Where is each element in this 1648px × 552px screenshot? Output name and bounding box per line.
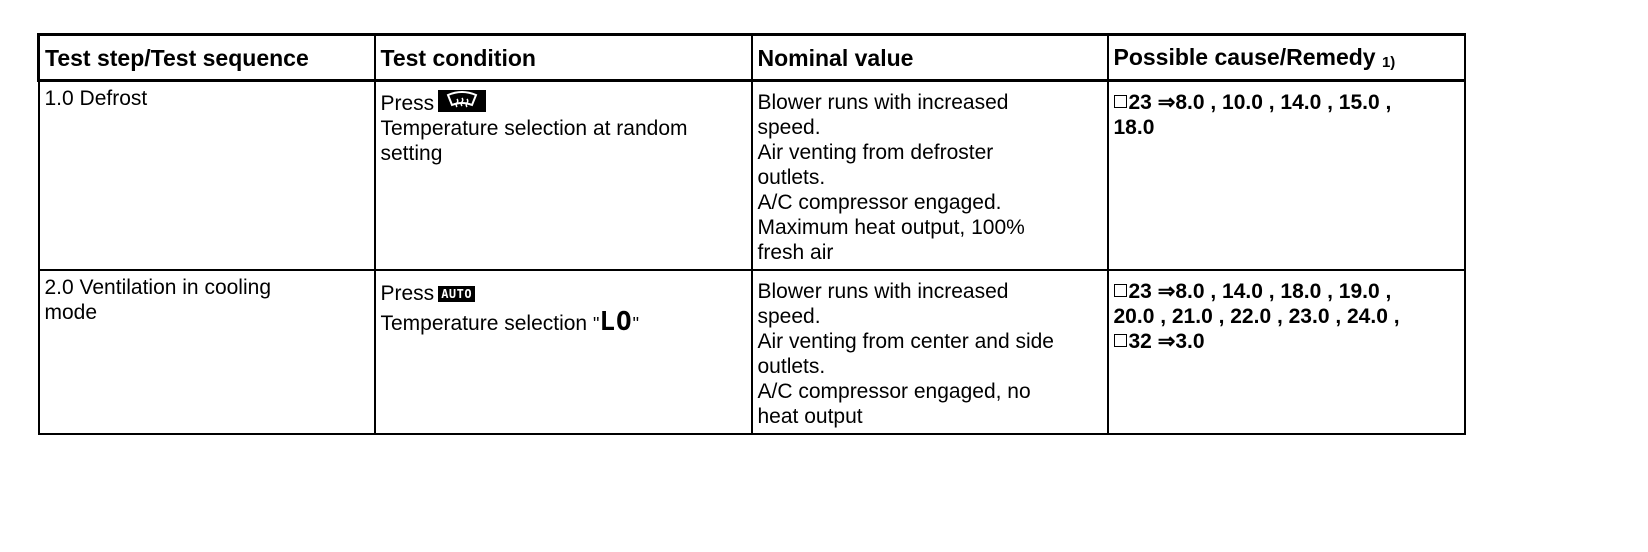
- test-procedure-table: [37, 33, 1466, 435]
- table-row: [39, 270, 1465, 434]
- cause-link-text[interactable]: 20.0 , 21.0 , 22.0 , 23.0 , 24.0 ,: [1113, 305, 1400, 328]
- cell-test-step: [39, 270, 375, 434]
- nominal-line: Blower runs with increased: [757, 91, 1009, 114]
- cell-test-condition: [375, 270, 752, 434]
- temperature-selection-line: [380, 307, 746, 337]
- cause-box-number: 23: [1128, 91, 1152, 114]
- nominal-line: A/C compressor engaged, no: [757, 380, 1031, 403]
- arrow-icon: ⇒: [1157, 91, 1176, 114]
- arrow-icon: ⇒: [1157, 330, 1176, 353]
- lo-display-icon: LO: [599, 307, 633, 337]
- nominal-line: Maximum heat output, 100%: [757, 216, 1025, 239]
- nominal-line: speed.: [757, 305, 821, 328]
- header-possible-cause-label: Possible cause/Remedy: [1113, 43, 1376, 70]
- nominal-line: Blower runs with increased: [757, 280, 1009, 303]
- nominal-line: outlets.: [757, 355, 826, 378]
- header-test-condition: Test condition: [375, 35, 752, 81]
- test-step-label: 2.0 Ventilation in cooling: [44, 276, 271, 299]
- cause-line: [1114, 304, 1459, 329]
- cell-possible-cause: [1108, 270, 1465, 434]
- temperature-selection-text: Temperature selection: [380, 312, 588, 335]
- box-icon: [1114, 334, 1127, 347]
- press-instruction: [381, 90, 746, 116]
- cause-link-text[interactable]: 18.0: [1113, 116, 1155, 139]
- cell-nominal-value: [752, 270, 1108, 434]
- box-icon: [1114, 284, 1127, 297]
- test-step-label: 1.0 Defrost: [44, 87, 148, 110]
- cause-box-number: 23: [1128, 280, 1152, 303]
- auto-button-icon: AUTO: [438, 286, 475, 302]
- nominal-line: heat output: [757, 405, 863, 428]
- nominal-line: fresh air: [757, 241, 834, 264]
- header-possible-cause: [1108, 35, 1465, 81]
- nominal-line: speed.: [757, 116, 821, 139]
- cell-possible-cause: [1108, 81, 1465, 271]
- cause-line: [1114, 115, 1459, 140]
- cause-line: [1114, 329, 1459, 354]
- cell-nominal-value: [752, 81, 1108, 271]
- header-test-step: Test step/Test sequence: [39, 35, 375, 81]
- nominal-line: Air venting from defroster: [757, 141, 994, 164]
- cause-line: [1114, 90, 1459, 115]
- arrow-icon: ⇒: [1157, 280, 1176, 303]
- table-row: [39, 81, 1465, 271]
- press-label: Press: [380, 282, 435, 305]
- press-instruction: [381, 281, 746, 306]
- cell-test-step: [39, 81, 375, 271]
- nominal-line: A/C compressor engaged.: [757, 191, 1002, 214]
- nominal-line: outlets.: [757, 166, 826, 189]
- cell-test-condition: [375, 81, 752, 271]
- quote-close: ": [632, 314, 640, 334]
- cause-link-text[interactable]: 8.0 , 10.0 , 14.0 , 15.0 ,: [1175, 91, 1392, 114]
- nominal-line: Air venting from center and side: [757, 330, 1054, 353]
- quote-open: ": [592, 314, 600, 334]
- box-icon: [1114, 95, 1127, 108]
- cause-link-text[interactable]: 3.0: [1175, 330, 1205, 353]
- cause-box-number: 32: [1128, 330, 1152, 353]
- cause-line: [1114, 279, 1459, 304]
- test-step-label: mode: [44, 301, 98, 324]
- temperature-selection-text: Temperature selection at random setting: [380, 117, 688, 165]
- press-label: Press: [380, 92, 435, 115]
- footnote-marker: 1): [1381, 53, 1396, 71]
- header-nominal-value: Nominal value: [752, 35, 1108, 81]
- cause-link-text[interactable]: 8.0 , 14.0 , 18.0 , 19.0 ,: [1175, 280, 1392, 303]
- defrost-icon: [438, 90, 486, 112]
- table-header-row: [39, 35, 1465, 81]
